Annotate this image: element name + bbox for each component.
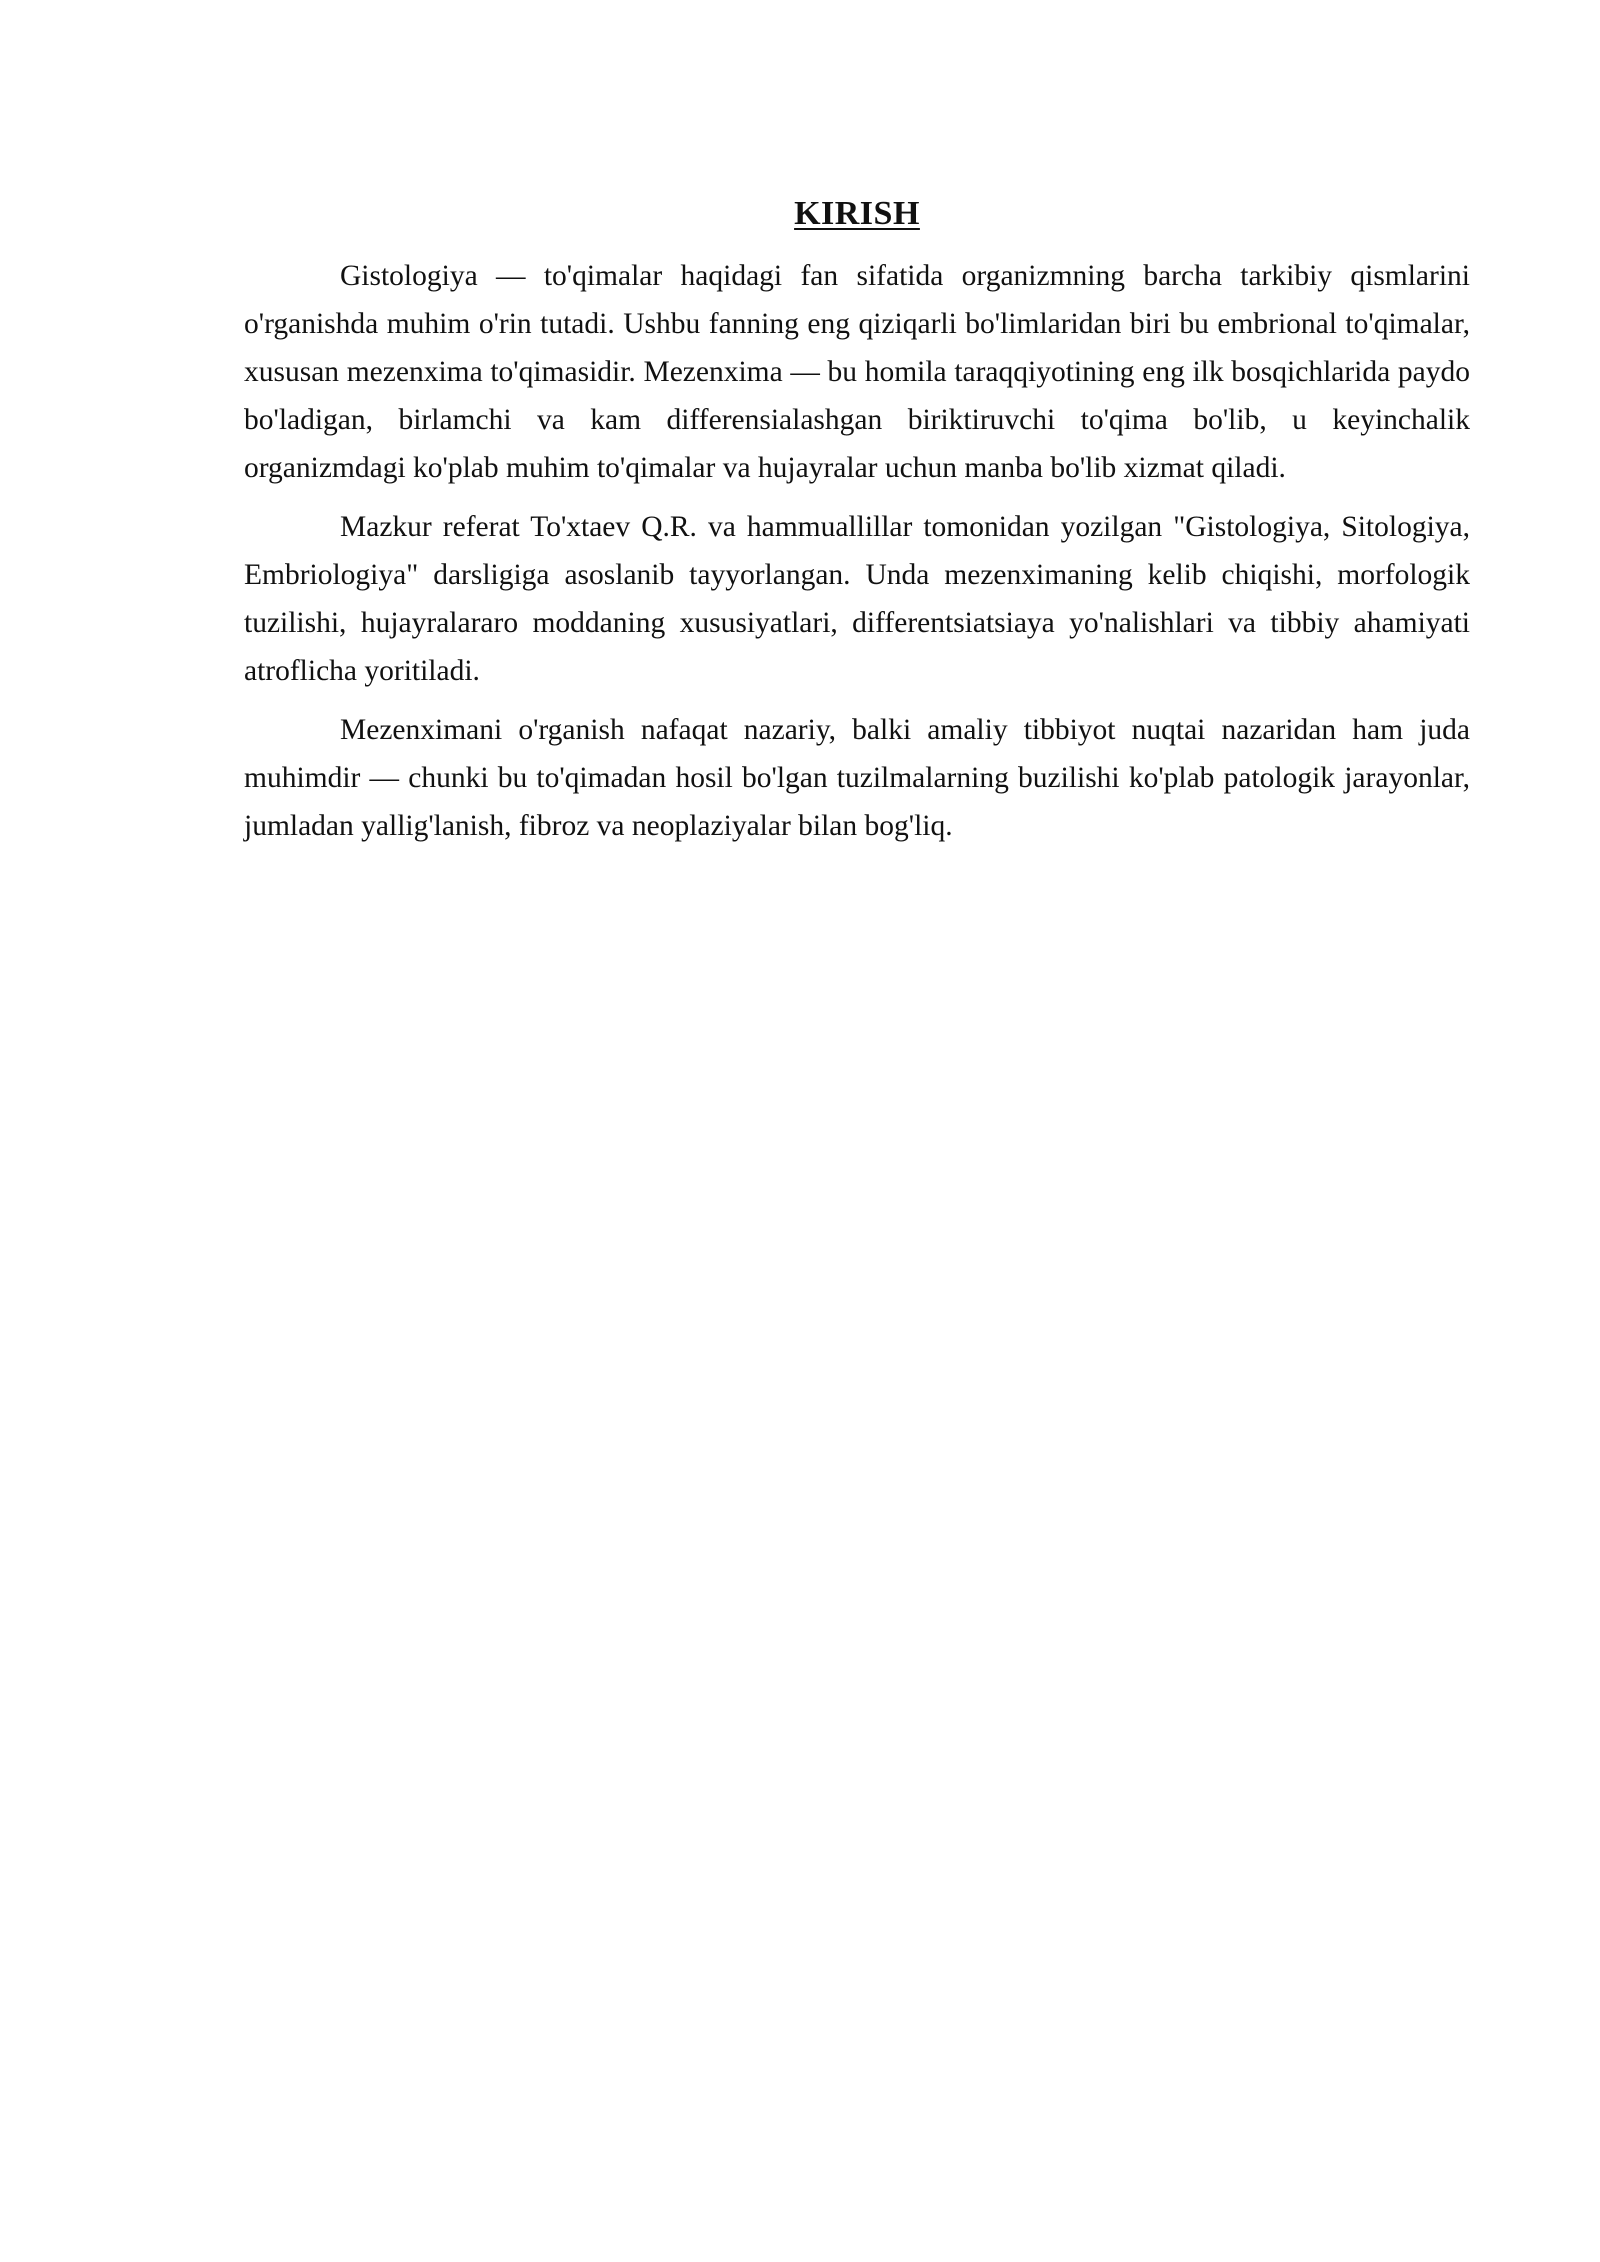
document-body (244, 190, 1470, 861)
paragraph-intro: Gistologiya — to'qimalar haqidagi fan sifatida organizmning barcha tarkibiy qismlarini o'rganishda muhim o'rin tutadi. Ushbu fanning eng qiziqarli bo'limlaridan biri bu embrional to'qimalar, xususan mezenxima to'qimasidir. Mezenxima — bu homila taraqqiyotining eng ilk bosqichlarida paydo bo'ladigan, birlamchi va kam differensialashgan biriktiruvchi to'qima bo'lib, u keyinchalik organizmdagi ko'plab muhim to'qimalar va hujayralar uchun manba bo'lib xizmat qiladi. (244, 260, 1470, 484)
paragraph-importance: Mezenximani o'rganish nafaqat nazariy, balki amaliy tibbiyot nuqtai nazaridan ham juda muhimdir — chunki bu to'qimadan hosil bo'lgan tuzilmalarning buzilishi ko'plab patologik jarayonlar, jumladan yallig'lanish, fibroz va neoplaziyalar bilan bog'liq. (244, 714, 1470, 842)
paragraph-source: Mazkur referat To'xtaev Q.R. va hammuallillar tomonidan yozilgan "Gistologiya, Sitologiya, Embriologiya" darsligiga asoslanib tayyorlangan. Unda mezenximaning kelib chiqishi, morfologik tuzilishi, hujayralararo moddaning xususiyatlari, differentsiatsiaya yo'nalishlari va tibbiy ahamiyati atroflicha yoritiladi. (244, 511, 1470, 687)
page-title: KIRISH (794, 195, 920, 232)
